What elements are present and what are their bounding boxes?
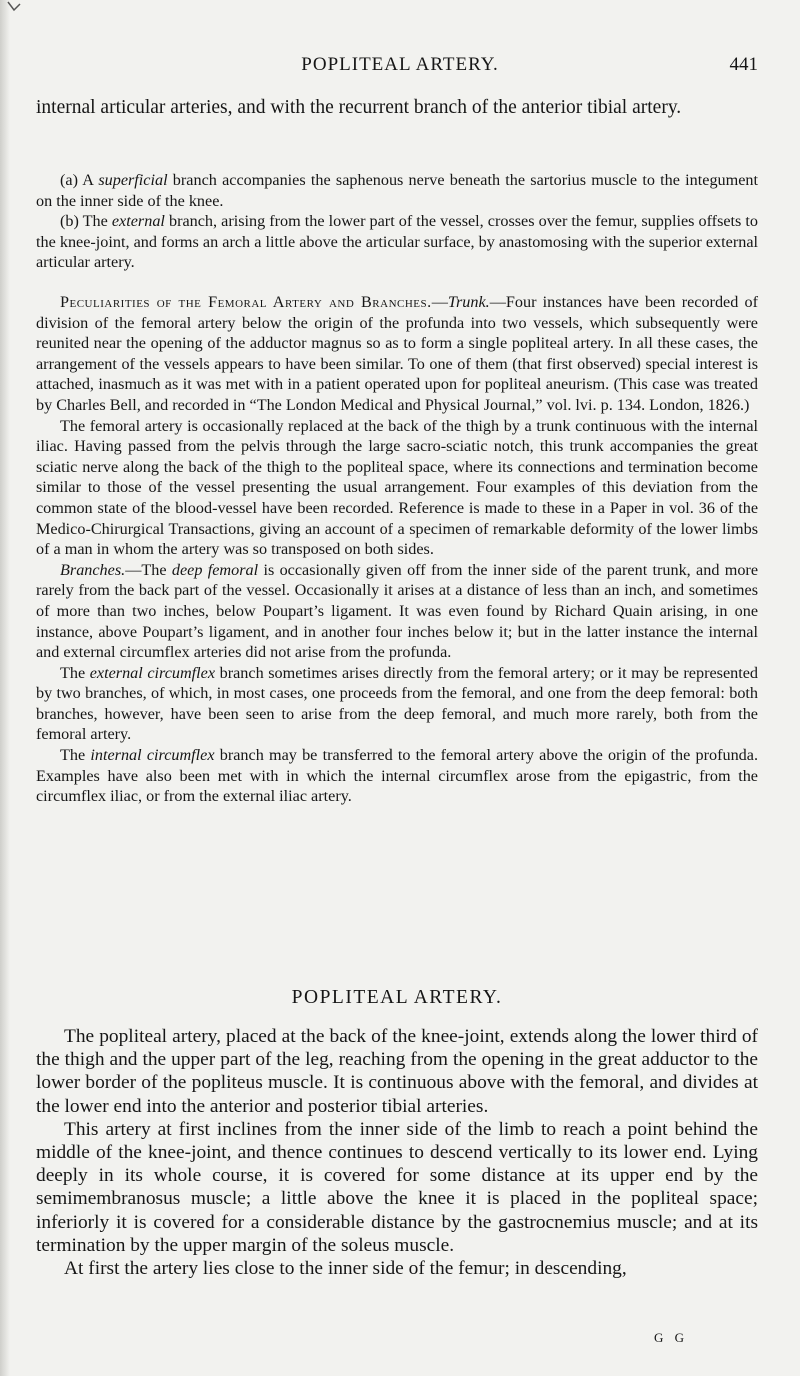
branch-a: (a) A superficial branch accompanies the saphenous nerve beneath the sartorius muscle to the integument on the inner side of the knee. <box>36 171 758 210</box>
page-header <box>36 54 764 82</box>
section-title: POPLITEAL ARTERY. <box>291 987 503 1008</box>
page-number: 441 <box>729 54 758 75</box>
running-head: POPLITEAL ARTERY. <box>301 54 499 75</box>
continuation-text: internal articular arteries, and with the recurrent branch of the anterior tibial artery. <box>36 97 682 118</box>
page-spine-shadow <box>0 0 10 1376</box>
section-p3: At first the artery lies close to the inner side of the femur; in descending, <box>64 1258 627 1280</box>
section-p1: The popliteal artery, placed at the back of the knee-joint, extends along the lower third of the thigh and the upper part of the leg, reaching from the opening in the great adductor to the lower border of the popliteus muscle. It is continuous above with the femoral, and divides at the lower end into the anterior and posterior tibial arteries. <box>36 1026 758 1117</box>
peculiarities-p4: The external circumflex branch sometimes arises directly from the femoral artery; or it may be represented by two branches, of which, in most cases, one proceeds from the femoral, and one from the deep femoral: both branches, however, have been seen to arise from the deep femoral, and much more rarely, both from the femoral artery. <box>36 663 759 744</box>
peculiarities-section <box>36 292 758 807</box>
peculiarities-p3: Branches.—The deep femoral is occasionally given off from the inner side of the parent trunk, and more rarely from the back part of the vessel. Occasionally it arises at a distance of less than an inch, and sometimes of more than two inches, below Poupart’s ligament. It was even found by Richard Quain arising, in one instance, above Poupart’s ligament, and in another four inches below it; but in the latter instance the internal and external circumflex arteries did not arise from the profunda. <box>36 560 759 662</box>
section-body <box>36 1025 758 1280</box>
signature-mark: G G <box>654 1330 689 1345</box>
branch-list <box>36 170 758 273</box>
branch-b: (b) The external branch, arising from the lower part of the vessel, crosses over the femur, supplies offsets to the knee-joint, and forms an arch a little above the articular surface, by anastomosing with the superior external articular artery. <box>36 212 758 272</box>
peculiarities-p2: The femoral artery is occasionally replaced at the back of the thigh by a trunk continuous with the internal iliac. Having passed from the pelvis through the large sacro-sciatic notch, this trunk accompanies the great sciatic nerve along the back of the thigh to the popliteal space, where its connections and termination become similar to those of the vessel presenting the usual arrangement. Four examples of this deviation from the common state of the blood-vessel have been recorded. Reference is made to these in a Paper in vol. 36 of the Medico-Chirurgical Transactions, giving an account of a specimen of remarkable deformity of the lower limbs of a man in whom the artery was so transposed on both sides. <box>36 416 758 559</box>
peculiarities-heading: Peculiarities of the Femoral Artery and Branches. <box>60 293 432 311</box>
peculiarities-subheading: Trunk. <box>447 293 490 311</box>
section-p2: This artery at first inclines from the inner side of the limb to reach a point behind the middle of the knee-joint, and thence continues to descend vertically to its lower end. Lying deeply in its whole course, it is covered for some distance at its upper end by the semimembranosus muscle; a little above the knee it is placed in the popliteal space; inferiorly it is covered for a considerable distance by the gastrocnemius muscle; and at its termination by the upper margin of the soleus muscle. <box>36 1118 758 1256</box>
peculiarities-p1: Peculiarities of the Femoral Artery and Branches.—Trunk.—Four instances have been recorded of division of the femoral artery below the origin of the profunda into two vessels, which subsequently were reunited near the opening of the adductor magnus so as to form a single popliteal artery. In all these cases, the arrangement of the vessels appears to have been similar. To one of them (that first observed) special interest is attached, inasmuch as it was met with in a patient operated upon for popliteal aneurism. (This case was treated by Charles Bell, and recorded in “The London Medical and Physical Journal,” vol. lvi. p. 134. London, 1826.) <box>36 293 758 414</box>
corner-mark-icon <box>6 0 22 14</box>
peculiarities-p5: The internal circumflex branch may be transferred to the femoral artery above the origin of the profunda. Examples have also been met with in which the internal circumflex arose from the epigastric, from the circumflex iliac, or from the external iliac artery. <box>36 746 758 806</box>
